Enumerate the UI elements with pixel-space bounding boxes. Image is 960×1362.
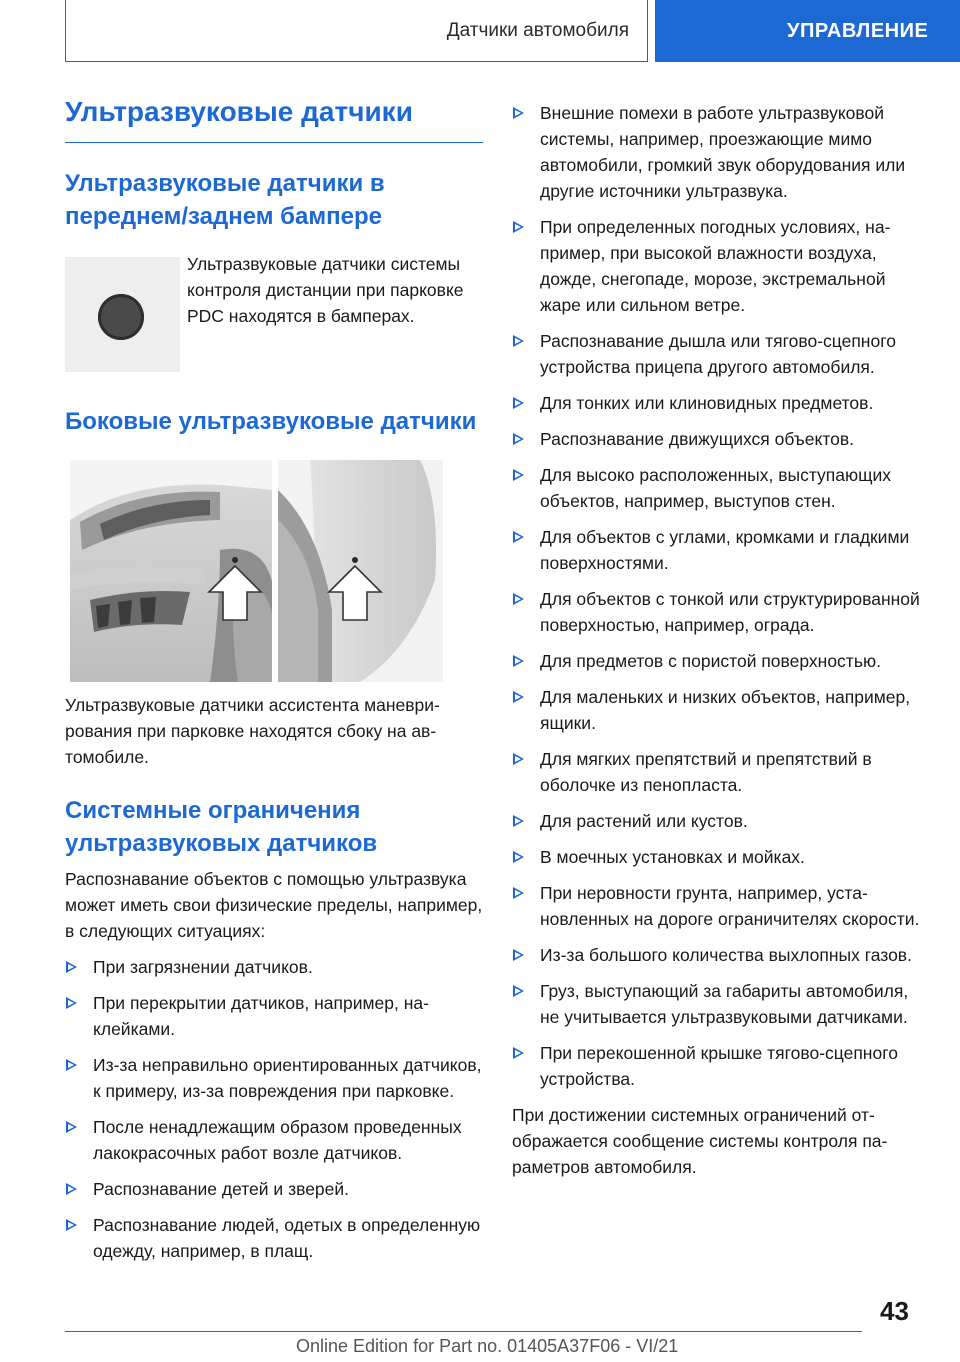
sensor-dot-icon — [98, 294, 144, 340]
triangle-bullet-icon — [513, 531, 524, 543]
side-sensors-illustration — [70, 460, 443, 682]
header-chapter-tab[interactable] — [655, 0, 960, 62]
list-item: Распознавание детей и зверей. — [65, 1176, 483, 1202]
header-chapter-label: УПРАВЛЕНИЕ — [787, 19, 929, 42]
system-limits-intro: Распознавание объектов с помощью ультразвука может иметь свои физические пределы, например, в следующих ситуациях: — [65, 869, 483, 941]
list-item: Для объектов с углами, кромками и гладкими поверхностями. — [512, 524, 927, 576]
list-item: Для объектов с тонкой или структурированной поверхностью, например, ограда. — [512, 586, 927, 638]
list-item: В моечных установках и мойках. — [512, 844, 927, 870]
triangle-bullet-icon — [66, 1059, 77, 1071]
side-sensors-text: Ультразвуковые датчики ассистента маневрирования при парковке находятся сбоку на автомобиле. — [65, 695, 440, 767]
header-section-label: Датчики автомобиля — [446, 19, 629, 41]
header-section — [65, 0, 648, 62]
system-limits-heading: Системные ограничения ультразвуковых датчиков — [65, 797, 378, 857]
list-item: При загрязнении датчиков. — [65, 954, 483, 980]
list-item: Из-за большого количества выхлопных газов. — [512, 942, 927, 968]
triangle-bullet-icon — [513, 335, 524, 347]
list-item: Внешние помехи в работе ультразвуковой системы, например, проезжающие мимо автомобили, громкий звук оборудования или другие источники ультразвука. — [512, 100, 927, 204]
triangle-bullet-icon — [66, 1183, 77, 1195]
list-item: Для растений или кустов. — [512, 808, 927, 834]
triangle-bullet-icon — [513, 949, 524, 961]
triangle-bullet-icon — [513, 887, 524, 899]
triangle-bullet-icon — [66, 1121, 77, 1133]
triangle-bullet-icon — [513, 815, 524, 827]
list-item: Для мягких препятствий и препятствий в оболочке из пенопласта. — [512, 746, 927, 798]
triangle-bullet-icon — [513, 221, 524, 233]
footer-divider — [65, 1331, 862, 1332]
triangle-bullet-icon — [66, 1219, 77, 1231]
limits-list-left — [65, 954, 483, 1264]
sensor-photo — [65, 257, 180, 372]
triangle-bullet-icon — [513, 655, 524, 667]
front-sensors-text: Ультразвуковые датчики системы контроля дистанции при парковке PDC находятся в бамперах. — [187, 254, 464, 326]
side-sensors-heading: Боковые ультразвуковые датчики — [65, 408, 477, 435]
triangle-bullet-icon — [513, 1047, 524, 1059]
list-item: После ненадлежащим образом проведенных лакокрасочных работ возле датчиков. — [65, 1114, 483, 1166]
list-item: Для маленьких и низких объектов, например, ящики. — [512, 684, 927, 736]
list-item: Из-за неправильно ориентированных датчиков, к примеру, из-за повреждения при парковке. — [65, 1052, 483, 1104]
limits-list-right — [512, 100, 927, 1092]
footer-edition: Online Edition for Part no. 01405A37F06 - VI/21 — [296, 1336, 679, 1356]
list-item: Для предметов с пористой поверхностью. — [512, 648, 927, 674]
triangle-bullet-icon — [513, 691, 524, 703]
left-column — [65, 96, 483, 1274]
page-title: Ультразвуковые датчики — [65, 96, 483, 143]
list-item: Распознавание людей, одетых в определенную одежду, например, в плащ. — [65, 1212, 483, 1264]
triangle-bullet-icon — [513, 593, 524, 605]
triangle-bullet-icon — [513, 753, 524, 765]
list-item: Для тонких или клиновидных предметов. — [512, 390, 927, 416]
list-item: При определенных погодных условиях, например, при высокой влажности воздуха, дожде, снегопаде, морозе, экстремальной жаре или сильном ветре. — [512, 214, 927, 318]
list-item: Для высоко расположенных, выступающих объектов, например, выступов стен. — [512, 462, 927, 514]
list-item: При перекошенной крышке тягово-сцепного устройства. — [512, 1040, 927, 1092]
list-item: Распознавание движущихся объектов. — [512, 426, 927, 452]
front-sensors-heading: Ультразвуковые датчики в переднем/заднем бампере — [65, 170, 385, 230]
list-item: Груз, выступающий за габариты автомобиля, не учитывается ультразвуковыми датчиками. — [512, 978, 927, 1030]
triangle-bullet-icon — [513, 469, 524, 481]
list-item: Распознавание дышла или тягово-сцепного устройства прицепа другого автомобиля. — [512, 328, 927, 380]
page-number: 43 — [880, 1296, 909, 1326]
triangle-bullet-icon — [513, 851, 524, 863]
front-sensors-block — [65, 251, 483, 381]
triangle-bullet-icon — [66, 997, 77, 1009]
triangle-bullet-icon — [513, 397, 524, 409]
triangle-bullet-icon — [513, 985, 524, 997]
right-column — [512, 100, 927, 1180]
list-item: При неровности грунта, например, установленных на дороге ограничителях скорости. — [512, 880, 927, 932]
triangle-bullet-icon — [66, 961, 77, 973]
list-item: При перекрытии датчиков, например, наклейками. — [65, 990, 483, 1042]
system-limits-outro: При достижении системных ограничений отображается сообщение системы контроля параметров автомобиля. — [512, 1105, 888, 1177]
triangle-bullet-icon — [513, 107, 524, 119]
triangle-bullet-icon — [513, 433, 524, 445]
